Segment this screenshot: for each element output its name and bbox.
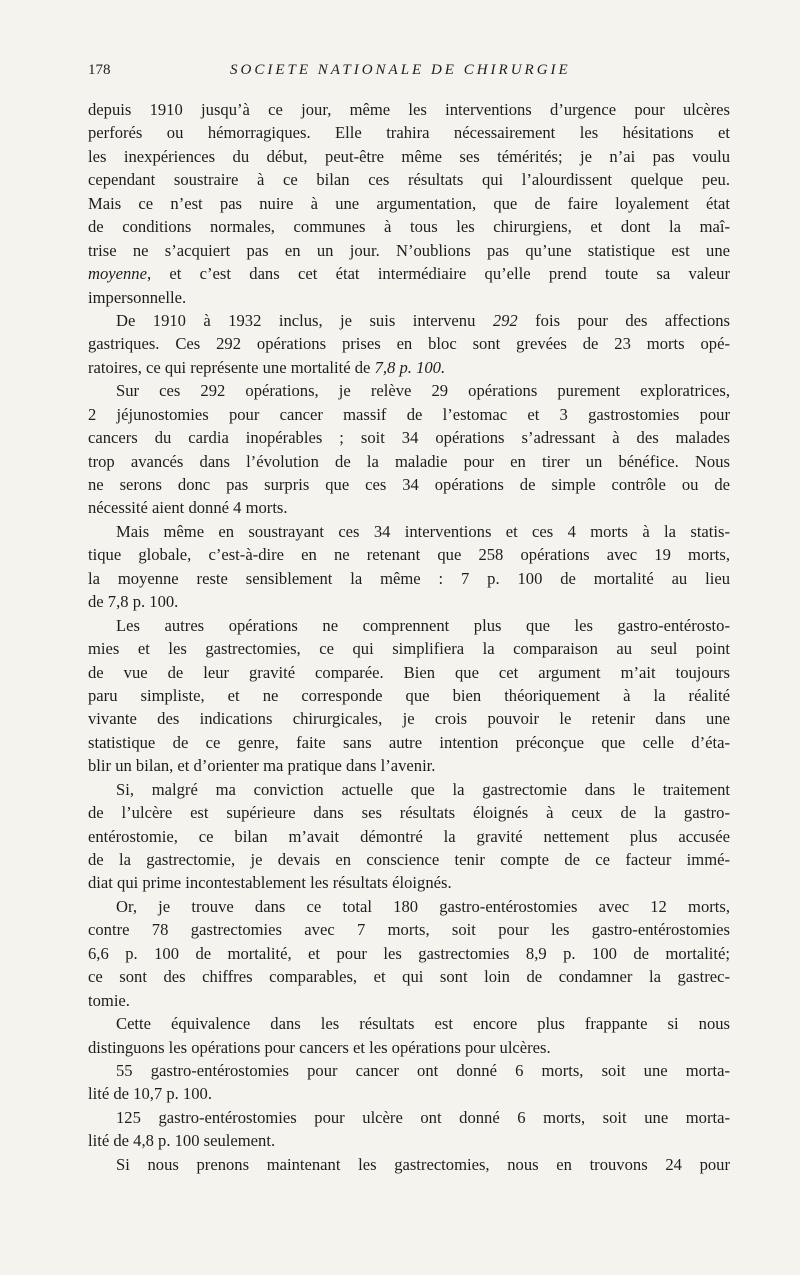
text-line: paru simpliste, et ne corresponde que bien théoriquement à la réalité xyxy=(88,685,730,705)
text-line: depuis 1910 jusqu’à ce jour, même les interventions d’urgence pour ulcères xyxy=(88,100,730,119)
text-line: tique globale, c’est-à-dire en ne retenant que 258 opérations avec 19 morts, xyxy=(88,545,730,565)
running-title: SOCIETE NATIONALE DE CHIRURGIE xyxy=(230,62,571,78)
text-line: Or, je trouve dans ce total 180 gastro-entérostomies avec 12 morts, xyxy=(116,896,730,916)
text-line: trop avancés dans l’évolution de la maladie pour en tirer un bénéfice. Nous xyxy=(88,451,730,471)
text-line: de la gastrectomie, je devais en conscience tenir compte de ce facteur immé- xyxy=(88,850,730,869)
text-line: perforés ou hémorragiques. Elle trahira nécessairement les hésitations et xyxy=(88,123,730,143)
text-line: contre 78 gastrectomies avec 7 morts, soit pour les gastro-entérostomies xyxy=(88,920,730,940)
text-line: de 7,8 p. 100. xyxy=(88,592,179,612)
text-line: 125 gastro-entérostomies pour ulcère ont donné 6 morts, soit une morta- xyxy=(116,1107,730,1127)
text-line: de conditions normales, communes à tous les chirurgiens, et dont la maî- xyxy=(88,217,730,237)
text-line: impersonnelle. xyxy=(88,287,187,307)
text-line: nécessité aient donné 4 morts. xyxy=(88,498,288,518)
text-line: gastriques. Ces 292 opérations prises en bloc sont grevées de 23 morts opé- xyxy=(88,334,730,354)
text-line: de l’ulcère est supérieure dans ses résultats éloignés à ceux de la gastro- xyxy=(88,803,730,823)
text-line: tomie. xyxy=(88,990,130,1010)
text-line: Mais ce n’est pas nuire à une argumentation, que de faire loyalement état xyxy=(88,193,730,213)
text-line: Sur ces 292 opérations, je relève 29 opérations purement exploratrices, xyxy=(116,381,730,401)
text-line: Cette équivalence dans les résultats est encore plus frappante si nous xyxy=(116,1014,730,1034)
text-line: les inexpériences du début, peut-être même ses témérités; je n’ai pas voulu xyxy=(88,146,730,166)
text-line: ratoires, ce qui représente une mortalité de 7,8 p. 100. xyxy=(88,357,446,377)
text-line: lité de 10,7 p. 100. xyxy=(88,1084,212,1104)
text-line: ne serons donc pas surpris que ces 34 opérations de simple contrôle ou de xyxy=(88,475,730,494)
text-line: statistique de ce genre, faite sans autre intention préconçue que celle d’éta- xyxy=(88,732,730,752)
text-line: Mais même en soustrayant ces 34 interventions et ces 4 morts à la statis- xyxy=(116,521,730,541)
page-number: 178 xyxy=(88,62,111,78)
page-header xyxy=(88,62,728,86)
text-line: ce sont des chiffres comparables, et qui sont loin de condamner la gastrec- xyxy=(88,967,730,987)
text-line: De 1910 à 1932 inclus, je suis intervenu 292 fois pour des affections xyxy=(116,310,731,330)
text-line: Les autres opérations ne comprennent plus que les gastro-entérosto- xyxy=(116,615,730,635)
text-line: moyenne, et c’est dans cet état intermédiaire qu’elle prend toute sa valeur xyxy=(88,264,730,284)
text-line: de vue de leur gravité comparée. Bien que cet argument m’ait toujours xyxy=(88,662,730,682)
text-line: 55 gastro-entérostomies pour cancer ont donné 6 morts, soit une morta- xyxy=(116,1060,730,1080)
text-line: 6,6 p. 100 de mortalité, et pour les gastrectomies 8,9 p. 100 de mortalité; xyxy=(88,943,730,963)
text-line: lité de 4,8 p. 100 seulement. xyxy=(88,1131,276,1151)
text-line: diat qui prime incontestablement les résultats éloignés. xyxy=(88,873,452,893)
text-line: cancers du cardia inopérables ; soit 34 opérations s’adressant à des malades xyxy=(88,428,730,448)
text-line: mies et les gastrectomies, ce qui simplifiera la comparaison au seul point xyxy=(88,639,730,659)
text-line: distinguons les opérations pour cancers et les opérations pour ulcères. xyxy=(88,1037,551,1057)
text-line: blir un bilan, et d’orienter ma pratique dans l’avenir. xyxy=(88,756,436,776)
text-line: cependant soustraire à ce bilan ces résultats qui l’alourdissent quelque peu. xyxy=(88,170,730,190)
text-line: 2 jéjunostomies pour cancer massif de l’estomac et 3 gastrostomies pour xyxy=(88,404,730,424)
text-line: entérostomie, ce bilan m’avait démontré la gravité nettement plus accusée xyxy=(88,826,730,846)
text-line: la moyenne reste sensiblement la même : 7 p. 100 de mortalité au lieu xyxy=(88,568,730,588)
body-text xyxy=(88,98,730,1176)
text-line: Si nous prenons maintenant les gastrectomies, nous en trouvons 24 pour xyxy=(116,1154,730,1174)
text-line: Si, malgré ma conviction actuelle que la gastrectomie dans le traitement xyxy=(116,779,730,799)
text-line: vivante des indications chirurgicales, je crois pouvoir le retenir dans une xyxy=(88,709,730,729)
text-line: trise ne s’acquiert pas en un jour. N’oublions pas qu’une statistique est une xyxy=(88,240,730,260)
